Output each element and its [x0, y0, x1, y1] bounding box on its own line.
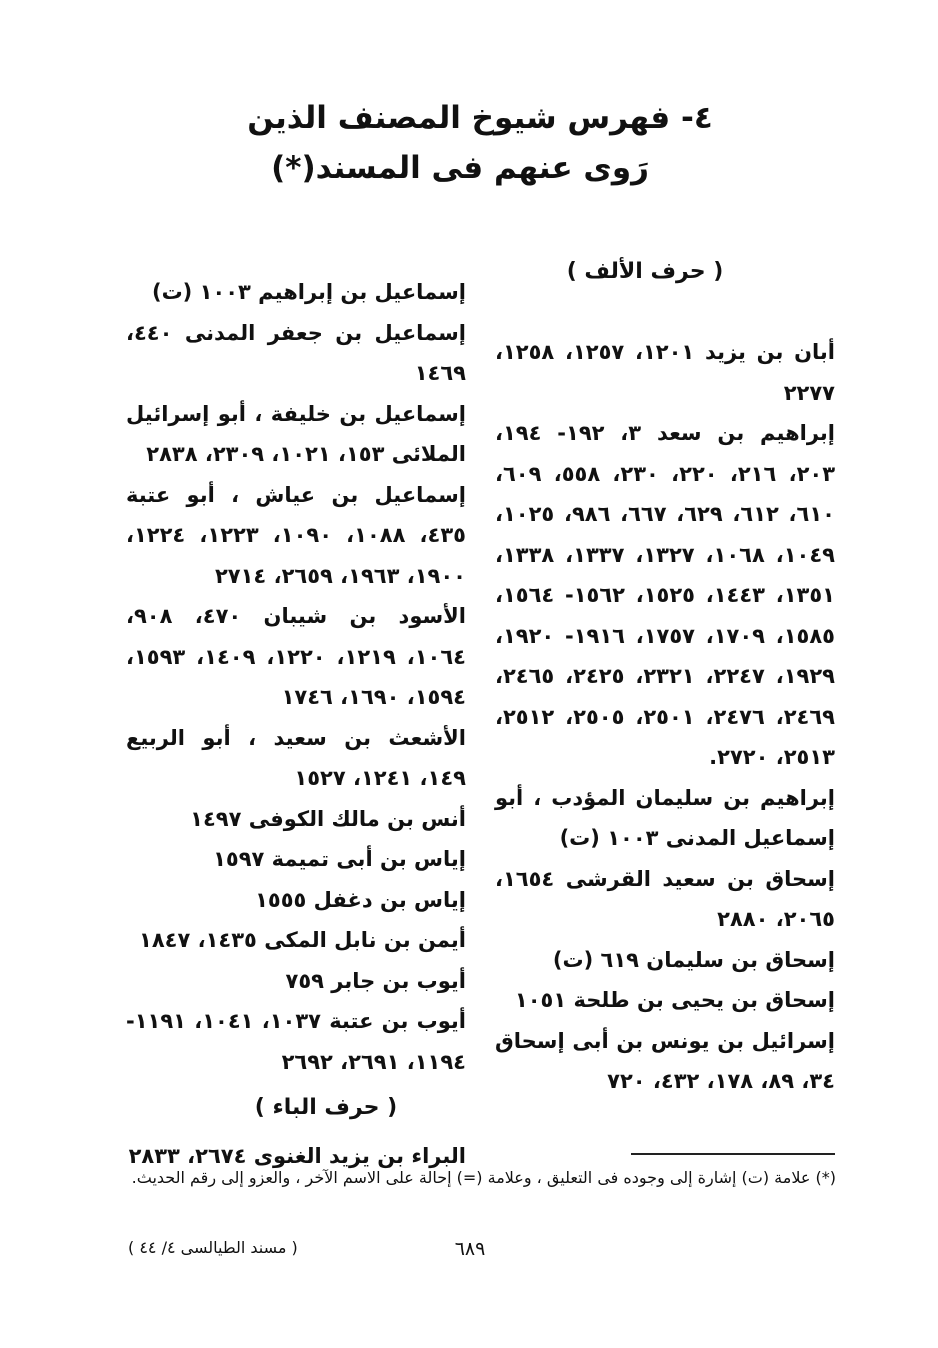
- index-entry: إياس بن دغفل ١٥٥٥: [255, 887, 466, 912]
- index-entry: أبان بن يزيد ١٢٠١، ١٢٥٧، ١٢٥٨، ٢٢٧٧: [495, 340, 836, 405]
- page-number: ٦٨٩: [454, 1238, 486, 1260]
- index-entry: إسرائيل بن يونس بن أبى إسحاق ٣٤، ٨٩، ١٧٨، ٤٣٢، ٧٢٠: [495, 1028, 835, 1093]
- right-column: [495, 252, 835, 1102]
- index-entry: أيوب بن جابر ٧٥٩: [285, 968, 466, 993]
- index-entry: الأشعث بن سعيد ، أبو الربيع ١٤٩، ١٢٤١، ١٥٢٧: [126, 725, 466, 790]
- index-entry: إسماعيل بن إبراهيم ١٠٠٣ (ت): [151, 280, 466, 304]
- section-heading-ba: ( حرف الباء ): [254, 1095, 398, 1120]
- index-title-line-1: ٤- فهرس شيوخ المصنف الذين: [247, 100, 713, 136]
- index-entry: إسماعيل بن عياش ، أبو عتبة ٤٣٥، ١٠٨٨، ١٠٩٠، ١٢٢٣، ١٢٢٤، ١٩٠٠، ١٩٦٣، ٢٦٥٩، ٢٧١٤: [126, 482, 466, 588]
- section-heading-alif: ( حرف الألف ): [566, 259, 724, 284]
- index-entry: إبراهيم بن سعد ٣، ١٩٢- ١٩٤، ٢٠٣، ٢١٦، ٢٢٠، ٢٣٠، ٥٥٨، ٦٠٩، ٦١٠، ٦١٢، ٦٢٩، ٦٦٧، ٩٨٦، ١٠٢٥، ١٠٤٩، ١٠٦٨، ١٣٢٧، ١٣٣٧، ١٣٣٨، ١٣٥١، ١٤٤٣، ١٥٢٥، ١٥٦٢- ١٥٦٤، ١٥٨٥، ١٧٠٩، ١٧٥٧، ١٩١٦- ١٩٢٠، ١٩٢٩، ٢٢٤٧، ٢٣٢١، ٢٤٢٥، ٢٤٦٥، ٢٤٦٩، ٢٤٧٦، ٢٥٠١، ٢٥٠٥، ٢٥١٢، ٢٥١٣، ٢٧٢٠.: [495, 421, 836, 769]
- index-entry: أيوب بن عتبة ١٠٣٧، ١٠٤١، ١١٩١- ١١٩٤، ٢٦٩١، ٢٦٩٢: [126, 1009, 466, 1074]
- index-entry: البراء بن يزيد الغنوى ٢٦٧٤، ٢٨٣٣: [128, 1144, 466, 1168]
- running-footer: ( مسند الطيالسى ٤/ ٤٤ ): [128, 1238, 298, 1257]
- left-column: [126, 272, 466, 1177]
- index-title-line-2: رَوى عنهم فى المسند(*): [271, 150, 649, 186]
- index-entry: إسماعيل بن خليفة ، أبو إسرائيل الملائى ١٥٣، ١٠٢١، ٢٣٠٩، ٢٨٣٨: [126, 401, 466, 466]
- index-entry: إسحاق بن سليمان ٦١٩ (ت): [552, 947, 835, 972]
- index-entry: إسحاق بن يحيى بن طلحة ١٠٥١: [514, 988, 835, 1012]
- index-entry: الأسود بن شيبان ٤٧٠، ٩٠٨، ١٠٦٤، ١٢١٩، ١٢٢٠، ١٤٠٩، ١٥٩٣، ١٥٩٤، ١٦٩٠، ١٧٤٦: [126, 604, 467, 709]
- footnote: (*) علامة (ت) إشارة إلى وجوده فى التعليق ، وعلامة (=) إحالة على الاسم الآخر ، والعزو إلى رقم الحديث.: [131, 1168, 836, 1187]
- index-entry: إياس بن أبى تميمة ١٥٩٧: [213, 847, 466, 871]
- index-entry: أيمن بن نابل المكى ١٤٣٥، ١٨٤٧: [139, 928, 466, 952]
- index-entry: إسماعيل بن جعفر المدنى ٤٤٠، ١٤٦٩: [126, 320, 466, 385]
- index-entry: إبراهيم بن سليمان المؤدب ، أبو إسماعيل المدنى ١٠٠٣ (ت): [495, 785, 835, 850]
- footnote-separator: [631, 1153, 835, 1155]
- index-entry: إسحاق بن سعيد القرشى ١٦٥٤، ٢٠٦٥، ٢٨٨٠: [495, 866, 835, 931]
- index-entry: أنس بن مالك الكوفى ١٤٩٧: [190, 806, 466, 831]
